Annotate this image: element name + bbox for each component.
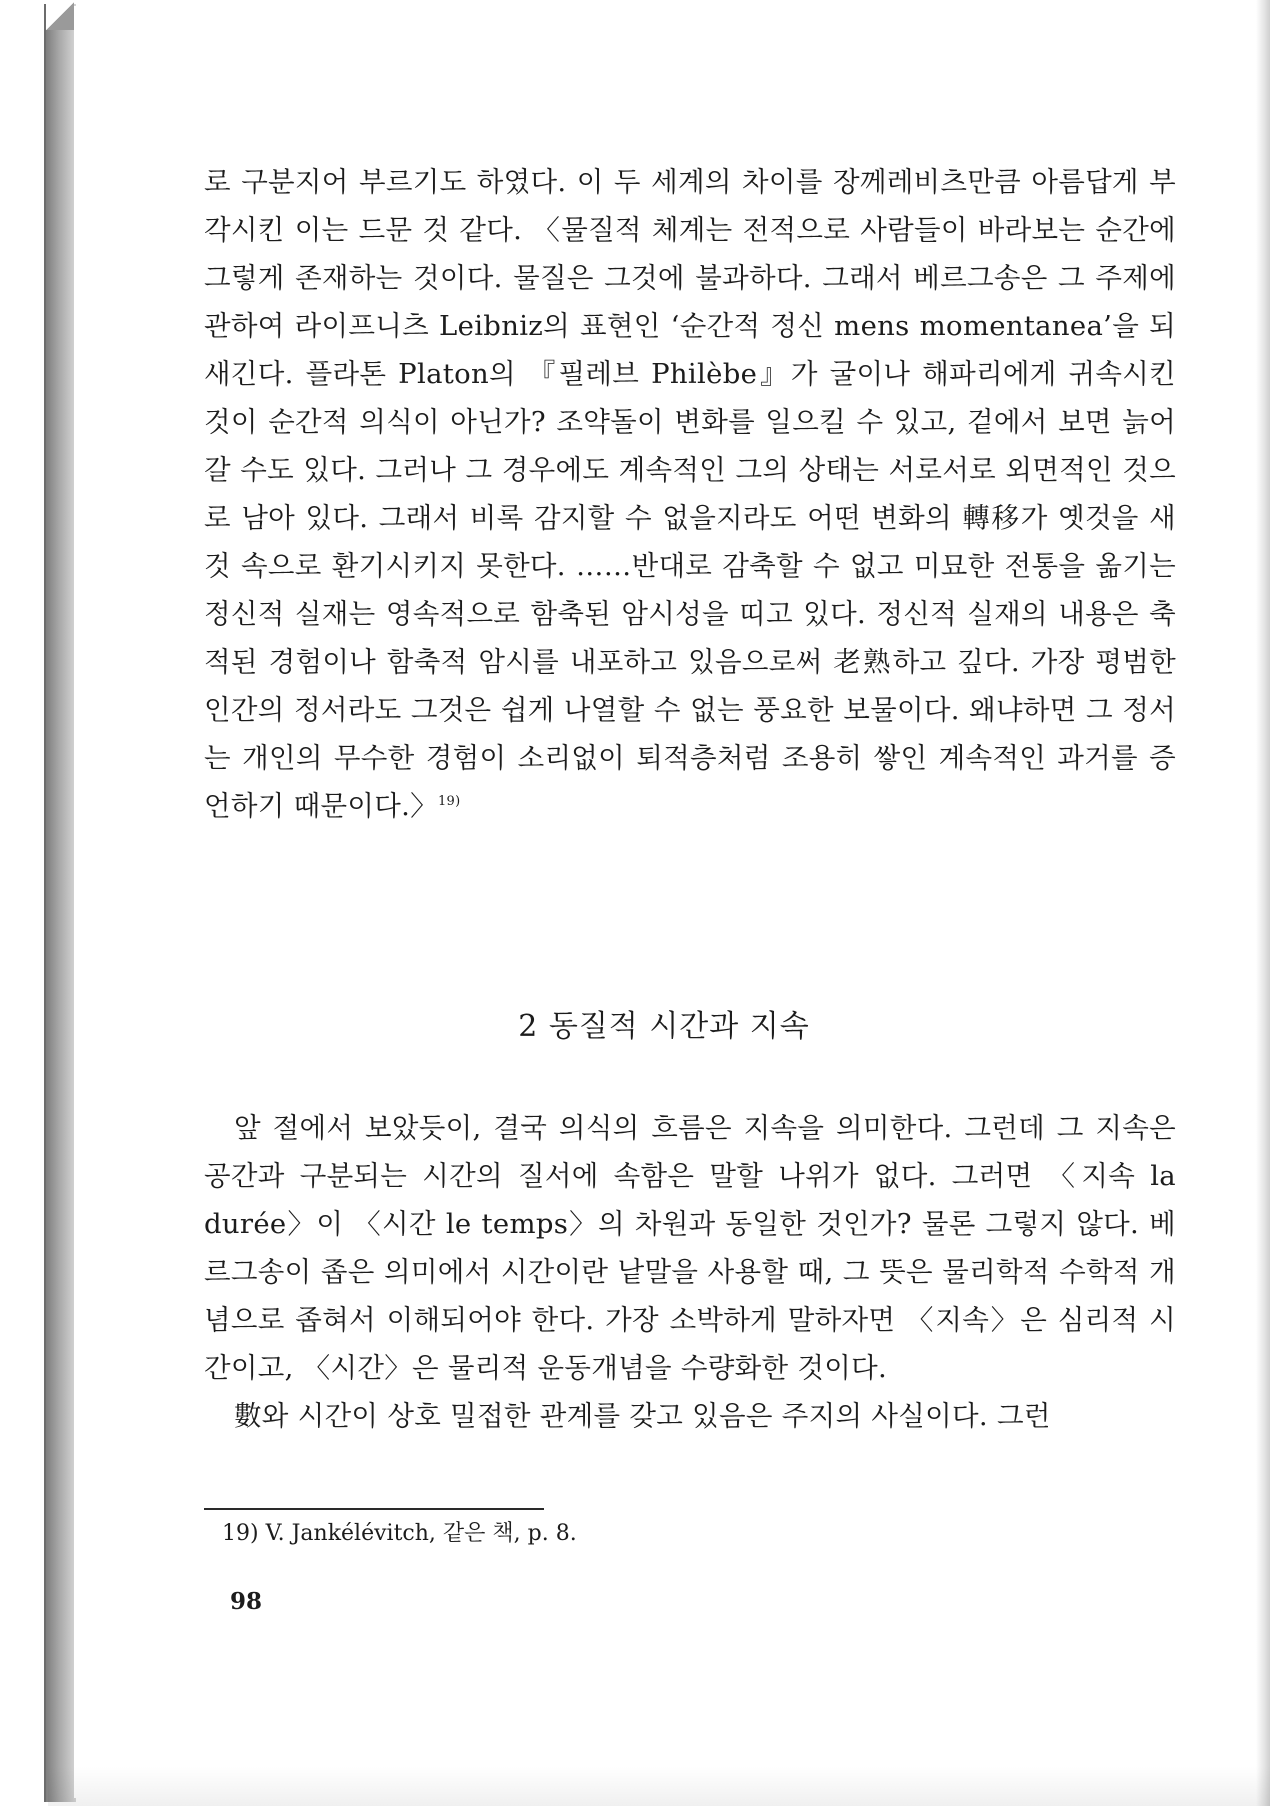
section-body bbox=[204, 1104, 1176, 1440]
section-heading: 2 동질적 시간과 지속 bbox=[518, 1009, 810, 1044]
paragraph: 數와 시간이 상호 밀접한 관계를 갖고 있음은 주지의 사실이다. 그런 bbox=[234, 1400, 1051, 1432]
footnote: 19) V. Jankélévitch, 같은 책, p. 8. bbox=[222, 1521, 577, 1546]
footnote-reference: 19) bbox=[437, 793, 461, 809]
paragraph: 앞 절에서 보았듯이, 결국 의식의 흐름은 지속을 의미한다. 그런데 그 지속은 공간과 구분되는 시간의 질서에 속함은 말할 나위가 없다. 그러면 〈지속 la durée〉이 〈시간 le temps〉의 차원과 동일한 것인가? 물론 그렇지 않다. 베르그송이 좁은 의미에서 시간이란 낱말을 사용할 때, 그 뜻은 물리학적 수학적 개념으로 좁혀서 이해되어야 한다. 가장 소박하게 말하자면 〈지속〉은 심리적 시간이고, 〈시간〉은 물리적 운동개념을 수량화한 것이다. bbox=[204, 1112, 1177, 1384]
page-edge-shadow bbox=[1256, 0, 1270, 1806]
book-spine bbox=[44, 4, 76, 1802]
footnote-divider bbox=[204, 1508, 544, 1510]
page-corner-fold bbox=[46, 2, 74, 30]
book-page bbox=[74, 6, 1254, 1798]
page-number: 98 bbox=[230, 1588, 263, 1615]
paragraph: 로 구분지어 부르기도 하였다. 이 두 세계의 차이를 장께레비츠만큼 아름답게 부각시킨 이는 드문 것 같다. 〈물질적 체계는 전적으로 사람들이 바라보는 순간에 그렇게 존재하는 것이다. 물질은 그것에 불과하다. 그래서 베르그송은 그 주제에 관하여 라이프니츠 Leibniz의 표현인 ‘순간적 정신 mens momentanea’을 되새긴다. 플라톤 Platon의 『필레브 Philèbe』가 굴이나 해파리에게 귀속시킨 것이 순간적 의식이 아닌가? 조약돌이 변화를 일으킬 수 있고, 겉에서 보면 늙어갈 수도 있다. 그러나 그 경우에도 계속적인 그의 상태는 서로서로 외면적인 것으로 남아 있다. 그래서 비록 감지할 수 없을지라도 어떤 변화의 轉移가 옛것을 새 것 속으로 환기시키지 못한다. ……반대로 감축할 수 없고 미묘한 전통을 옮기는 정신적 실재는 영속적으로 함축된 암시성을 띠고 있다. 정신적 실재의 내용은 축적된 경험이나 함축적 암시를 내포하고 있음으로써 老熟하고 깊다. 가장 평범한 인간의 정서라도 그것은 쉽게 나열할 수 없는 풍요한 보물이다. 왜냐하면 그 정서는 개인의 무수한 경험이 소리없이 퇴적층처럼 조용히 쌓인 계속적인 과거를 증언하기 때문이다.〉$^{19)}$ bbox=[204, 166, 1176, 822]
page-bottom-shadow bbox=[48, 1766, 1270, 1806]
quoted-passage bbox=[204, 158, 1176, 830]
